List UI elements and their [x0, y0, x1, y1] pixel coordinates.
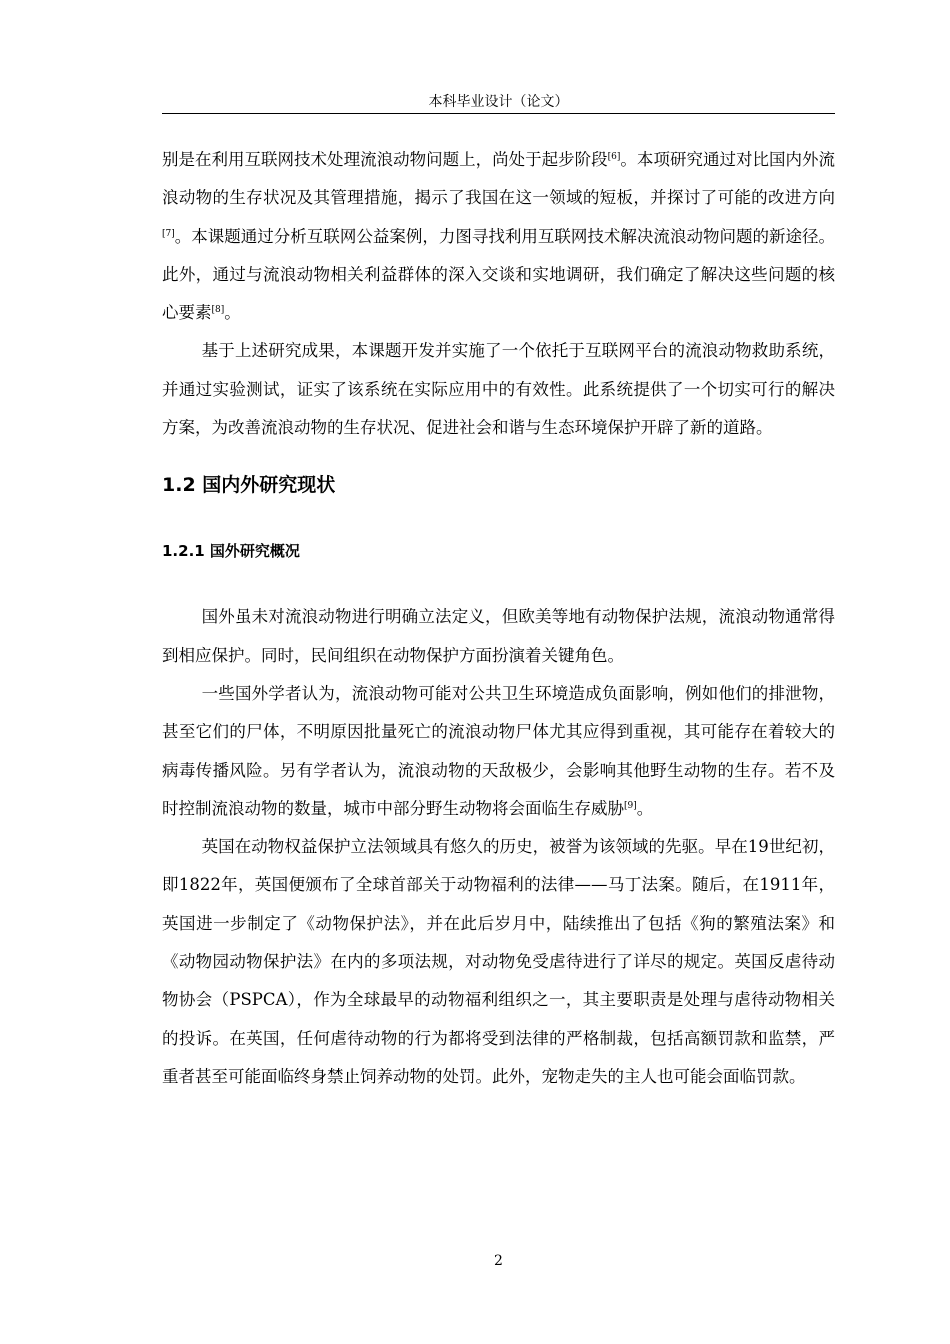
paragraph-scholars-view [162, 675, 835, 828]
page-header: 本科毕业设计（论文） [428, 94, 569, 110]
header-rule [162, 113, 835, 114]
text-run: 。 [636, 798, 654, 818]
page-content [162, 141, 835, 1096]
citation-ref: [7] [162, 228, 175, 239]
citation-ref: [6] [607, 152, 621, 162]
text-run: 别是在利用互联网技术处理流浪动物问题上，尚处于起步阶段 [162, 150, 608, 169]
text-run: 。 [224, 303, 241, 323]
page-number: 2 [494, 1253, 503, 1269]
text-run: 英国在动物权益保护立法领域具有悠久的历史，被誉为该领域的先驱。早在19世纪初，即1822年，英国便颁布了全球首部关于动物福利的法律——马丁法案。随后，在1911年，英国进一步制定了《动物保护法》，并在此后岁月中，陆续推出了包括《狗的繁殖法案》和《动物园动物保护法》在内的多项法规，对动物免受虐待进行了详尽的规定。英国反虐待动物协会（PSPCA），作为全球最早的动物福利组织之一，其主要职责是处理与虐待动物相关的投诉。在英国，任何虐待动物的行为都将受到法律的严格制裁，包括高额罚款和监禁，严重者甚至可能面临终身禁止饲养动物的处罚。此外，宠物走失的主人也可能会面临罚款。 [162, 837, 835, 1086]
section-heading: 1.2 国内外研究现状 [162, 474, 336, 497]
subsection-heading: 1.2.1 国外研究概况 [162, 542, 300, 561]
citation-ref: [8] [211, 305, 225, 316]
citation-ref: [9] [624, 800, 637, 811]
paragraph-continuation [162, 141, 835, 332]
text-run: 国外虽未对流浪动物进行明确立法定义，但欧美等地有动物保护法规，流浪动物通常得到相应保护。同时，民间组织在动物保护方面扮演着关键角色。 [162, 607, 835, 665]
text-run: 基于上述研究成果，本课题开发并实施了一个依托于互联网平台的流浪动物救助系统，并通过实验测试，证实了该系统在实际应用中的有效性。此系统提供了一个切实可行的解决方案，为改善流浪动物的生存状况、促进社会和谐与生态环境保护开辟了新的道路。 [162, 341, 835, 438]
paragraph-system-summary [162, 332, 835, 447]
text-run: 。本课题通过分析互联网公益案例，力图寻找利用互联网技术解决流浪动物问题的新途径。此外，通过与流浪动物相关利益群体的深入交谈和实地调研，我们确定了解决这些问题的核心要素 [162, 226, 835, 323]
paragraph-foreign-legislation [162, 598, 835, 675]
paragraph-uk-legislation [162, 828, 835, 1096]
text-run: 一些国外学者认为，流浪动物可能对公共卫生环境造成负面影响，例如他们的排泄物，甚至它们的尸体，不明原因批量死亡的流浪动物尸体尤其应得到重视，其可能存在着较大的病毒传播风险。另有学者认为，流浪动物的天敌极少，会影响其他野生动物的生存。若不及时控制流浪动物的数量，城市中部分野生动物将会面临生存威胁 [162, 683, 835, 818]
text-run: 。本项研究通过对比国内外流浪动物的生存状况及其管理措施，揭示了我国在这一领域的短板，并探讨了可能的改进方向 [162, 150, 836, 208]
